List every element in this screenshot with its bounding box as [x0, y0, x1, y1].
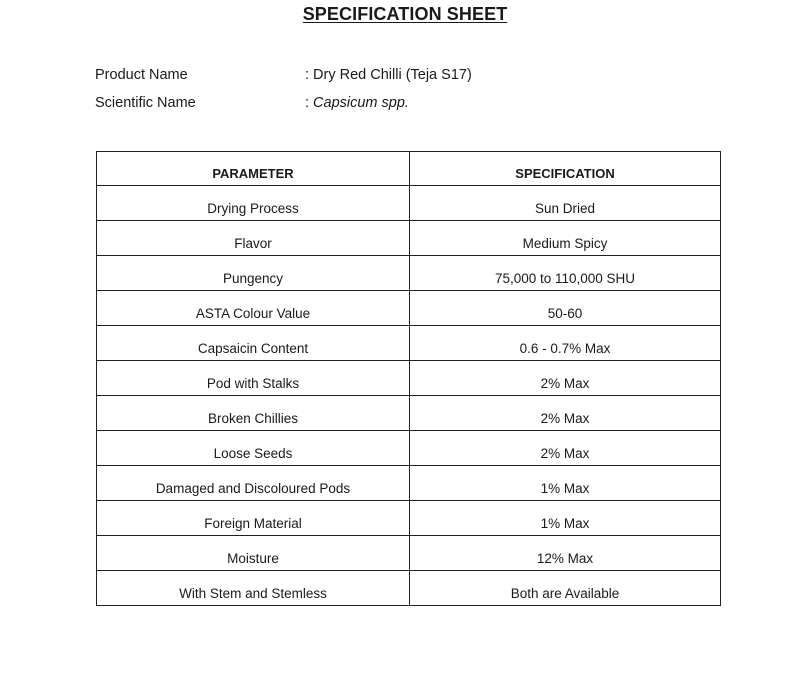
parameter-cell: Moisture: [97, 536, 410, 571]
scientific-name-text: Capsicum spp.: [313, 95, 409, 111]
table-row: [97, 431, 721, 466]
specification-cell: 12% Max: [410, 536, 721, 571]
parameter-cell: With Stem and Stemless: [97, 571, 410, 606]
table-row: [97, 186, 721, 221]
parameter-cell: Capsaicin Content: [97, 326, 410, 361]
table-row: [97, 501, 721, 536]
table-row: [97, 256, 721, 291]
table-row: [97, 291, 721, 326]
table-row: [97, 326, 721, 361]
specification-cell: Medium Spicy: [410, 221, 721, 256]
parameter-cell: Damaged and Discoloured Pods: [97, 466, 410, 501]
table-body: [97, 186, 721, 606]
specification-cell: 75,000 to 110,000 SHU: [410, 256, 721, 291]
parameter-cell: Loose Seeds: [97, 431, 410, 466]
header-parameter: PARAMETER: [97, 152, 410, 186]
table-row: [97, 361, 721, 396]
specification-cell: 0.6 - 0.7% Max: [410, 326, 721, 361]
document-title: SPECIFICATION SHEET: [302, 4, 508, 24]
table-header-row: [97, 152, 721, 186]
parameter-cell: Pungency: [97, 256, 410, 291]
specification-table: [96, 151, 721, 606]
product-name-label: Product Name: [95, 67, 188, 83]
specification-cell: 50-60: [410, 291, 721, 326]
scientific-name-colon: :: [305, 95, 310, 111]
specification-cell: Sun Dried: [410, 186, 721, 221]
scientific-name-label: Scientific Name: [95, 95, 196, 111]
table-row: [97, 536, 721, 571]
specification-cell: 2% Max: [410, 361, 721, 396]
specification-cell: 2% Max: [410, 431, 721, 466]
parameter-cell: Pod with Stalks: [97, 361, 410, 396]
product-name-text: Dry Red Chilli (Teja S17): [313, 67, 472, 83]
table-row: [97, 396, 721, 431]
parameter-cell: Foreign Material: [97, 501, 410, 536]
specification-cell: Both are Available: [410, 571, 721, 606]
specification-cell: 1% Max: [410, 466, 721, 501]
parameter-cell: Drying Process: [97, 186, 410, 221]
parameter-cell: Broken Chillies: [97, 396, 410, 431]
parameter-cell: ASTA Colour Value: [97, 291, 410, 326]
product-name-value: [305, 65, 472, 85]
table-row: [97, 466, 721, 501]
specification-cell: 2% Max: [410, 396, 721, 431]
specification-cell: 1% Max: [410, 501, 721, 536]
parameter-cell: Flavor: [97, 221, 410, 256]
header-specification: SPECIFICATION: [410, 152, 721, 186]
table-row: [97, 221, 721, 256]
table-row: [97, 571, 721, 606]
scientific-name-value: [305, 93, 409, 113]
product-name-colon: :: [305, 67, 310, 83]
